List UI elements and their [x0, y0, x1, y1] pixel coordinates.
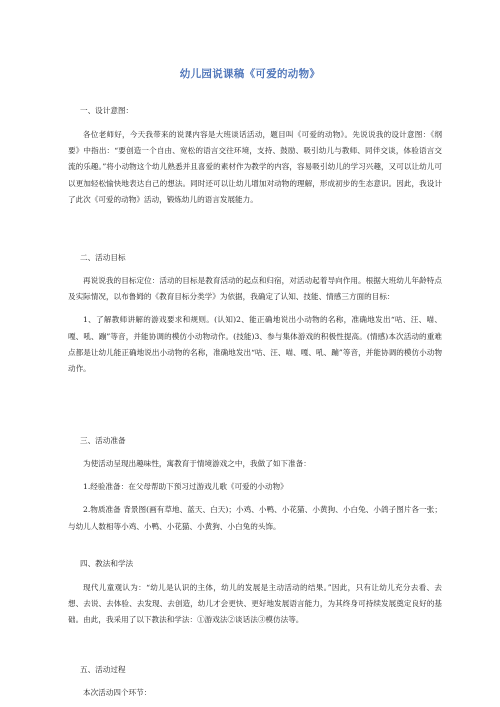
section-methods — [68, 580, 442, 629]
paragraph: 1.经验准备：在父母帮助下预习过游戏儿歌《可爱的小动物》 — [83, 482, 288, 492]
section-heading-process: 五、活动过程 — [80, 665, 126, 674]
section-objectives — [68, 273, 442, 377]
paragraph: 各位老师好，今天我带来的说课内容是大班谈话活动，题目叫《可爱的动物》。先说说我的设计意图：《纲要》中指出：“要创造一个自由、宽松的语言交往环境，支持、鼓励、吸引幼儿与教师、同伴交谈，体验语言交流的乐趣。”将小动物这个幼儿熟悉并且喜爱的素材作为教学的内容，容易吸引幼儿的学习兴趣，又可以让幼儿可以更加轻松愉快地表达自己的想法。同时还可以让幼儿增加对动物的理解，形成初步的生态意识。因此，我设计了此次《可爱的动物》活动，锻炼幼儿的语言发展能力。 — [68, 130, 442, 204]
section-heading-methods: 四、教法和学法 — [80, 559, 134, 568]
section-process — [68, 685, 442, 701]
paragraph: 本次活动四个环节： — [83, 688, 152, 697]
paragraph: 1、了解教师讲解的游戏要求和规则。(认知)2、能正确地说出小动物的名称，准确地发出“咕、汪、喵、嘎、吼、蹦”等音，并能协调的模仿小动物动作。(技能)3、参与集体游戏的积极性提高。(情感)本次活动的重难点都是让幼儿能正确地说出小动物的名称，准确地发出“咕、汪、喵、嘎、吼、蹦”等音，并能协调的模仿小动物动作。 — [68, 315, 442, 374]
paragraph: 再说说我的目标定位：活动的目标是教育活动的起点和归宿，对活动起着导向作用。根据大班幼儿年龄特点及实际情况，以布鲁姆的《教育目标分类学》为依据，我确定了认知、技能、情感三方面的目标： — [68, 276, 442, 302]
paragraph: 2.物质准备 背景图(画有草地、蓝天、白天)；小鸡、小鸭、小花猫、小黄狗、小白兔、小鸽子图片各一张；与幼儿人数相等小鸡、小鸭、小花猫、小黄狗、小白兔的头饰。 — [68, 505, 442, 531]
document-title: 幼儿园说课稿《可爱的动物》 — [179, 68, 321, 80]
section-design-intent — [68, 127, 442, 208]
section-preparation — [68, 456, 442, 535]
section-heading-design-intent: 一、设计意图： — [80, 106, 134, 115]
paragraph: 为使活动呈现出趣味性，寓教育于情境游戏之中，我做了如下准备： — [83, 459, 311, 468]
paragraph: 现代儿童观认为：“幼儿是认识的主体，幼儿的发展是主动活动的结果。”因此，只有让幼儿充分去看、去想、去说、去体验、去发现、去创造，幼儿才会更快、更好地发展语言能力，为其终身可持续发展奠定良好的基础。由此，我采用了以下教法和学法：①游戏法②谈话法③模仿法等。 — [68, 583, 442, 625]
section-heading-objectives: 二、活动目标 — [80, 253, 126, 262]
section-heading-preparation: 三、活动准备 — [80, 436, 126, 445]
